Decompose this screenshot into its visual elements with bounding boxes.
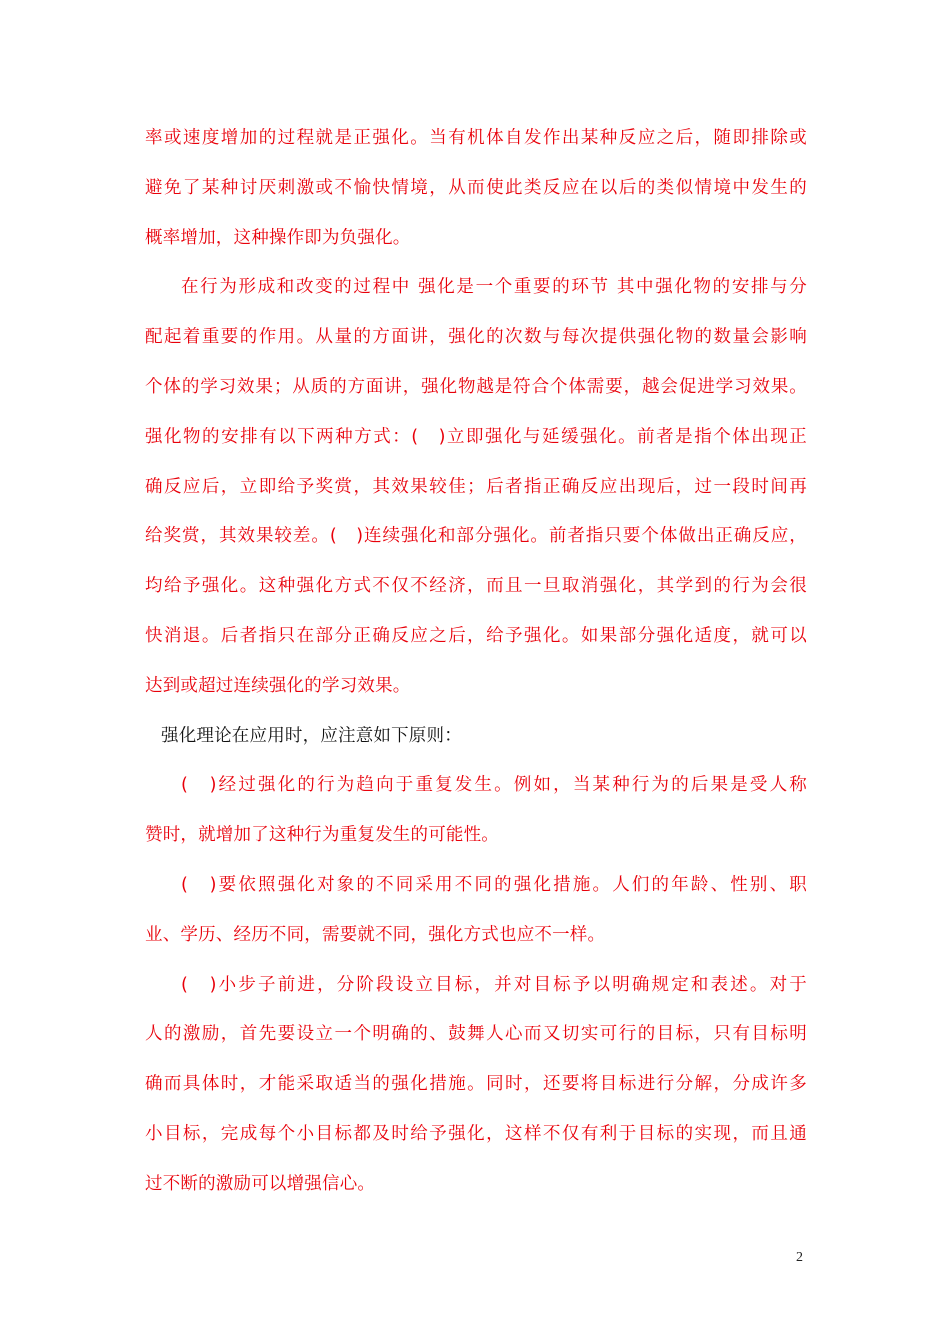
text-line: 给奖赏，其效果较差。( )连续强化和部分强化。前者指只要个体做出正确反应， [145,526,807,547]
text-line: 概率增加，这种操作即为负强化。 [145,227,411,248]
principle-1-line: ( )经过强化的行为趋向于重复发生。例如，当某种行为的后果是受人称 [181,775,807,796]
text-line: 强化物的安排有以下两种方式：( )立即强化与延缓强化。前者是指个体出现正 [145,426,807,447]
text-line: 赞时，就增加了这种行为重复发生的可能性。 [145,825,499,846]
text-line: 达到或超过连续强化的学习效果。 [145,675,411,696]
principles-heading: 强化理论在应用时，应注意如下原则： [161,725,462,746]
text-line: 率或速度增加的过程就是正强化。当有机体自发作出某种反应之后，随即排除或 [145,128,807,148]
text-line: 业、学历、经历不同，需要就不同，强化方式也应不一样。 [145,924,606,945]
text-line: 配起着重要的作用。从量的方面讲，强化的次数与每次提供强化物的数量会影响 [145,327,807,348]
text-line: 确反应后，立即给予奖赏，其效果较佳；后者指正确反应出现后，过一段时间再 [145,476,807,497]
text-line: 小目标，完成每个小目标都及时给予强化，这样不仅有利于目标的实现，而且通 [145,1123,807,1144]
text-line: 个体的学习效果；从质的方面讲，强化物越是符合个体需要，越会促进学习效果。 [145,376,807,397]
paragraph-start-line: 在行为形成和改变的过程中 强化是一个重要的环节 其中强化物的安排与分 [181,277,807,298]
principle-3-line: ( )小步子前进，分阶段设立目标，并对目标予以明确规定和表述。对于 [181,974,807,995]
text-line: 确而具体时，才能采取适当的强化措施。同时，还要将目标进行分解，分成许多 [145,1074,807,1095]
text-line: 避免了某种讨厌刺激或不愉快情境，从而使此类反应在以后的类似情境中发生的 [145,177,807,198]
text-line: 过不断的激励可以增强信心。 [145,1173,376,1194]
page-number: 2 [796,1250,803,1265]
text-line: 人的激励，首先要设立一个明确的、鼓舞人心而又切实可行的目标，只有目标明 [145,1024,807,1045]
text-line: 快消退。后者指只在部分正确反应之后，给予强化。如果部分强化适度，就可以 [145,625,807,646]
document-body [145,114,807,1210]
text-line: 均给予强化。这种强化方式不仅不经济，而且一旦取消强化，其学到的行为会很 [145,576,807,597]
principle-2-line: ( )要依照强化对象的不同采用不同的强化措施。人们的年龄、性别、职 [181,874,807,895]
